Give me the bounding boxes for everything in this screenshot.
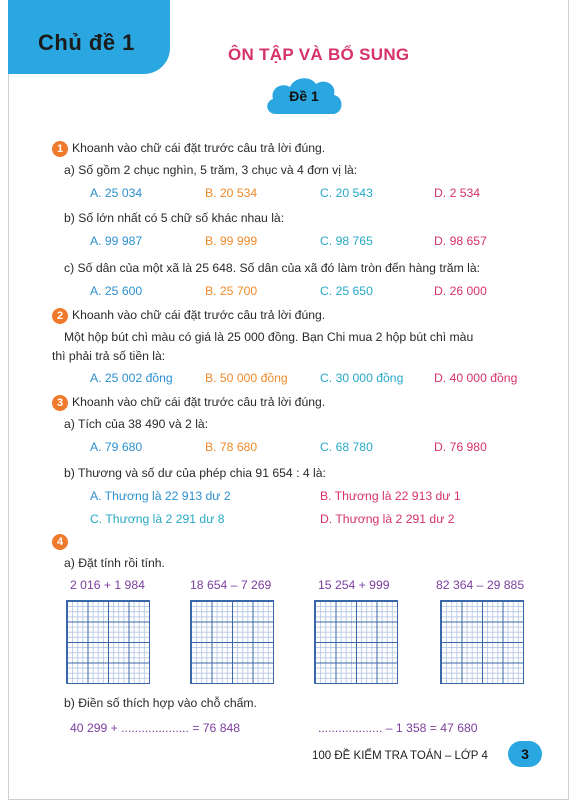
q1c-option-a[interactable]: A. 25 600 xyxy=(90,284,143,298)
q1a-option-d[interactable]: D. 2 534 xyxy=(434,186,481,200)
topic-tab xyxy=(8,0,170,74)
test-label: Đề 1 xyxy=(289,88,319,104)
work-grid-4[interactable] xyxy=(440,600,524,684)
q1c-option-d[interactable]: D. 26 000 xyxy=(434,284,487,298)
page-number: 3 xyxy=(508,741,542,767)
q2-option-d[interactable]: D. 40 000 đồng xyxy=(434,371,518,385)
q1b-option-c[interactable]: C. 98 765 xyxy=(320,234,373,248)
q4b-fill-1[interactable]: 40 299 + .................... = 76 848 xyxy=(70,721,241,735)
q1b-stem: b) Số lớn nhất có 5 chữ số khác nhau là: xyxy=(64,211,285,225)
q3b-stem: b) Thương và số dư của phép chia 91 654 : 4 là: xyxy=(64,466,326,480)
q1a-option-a[interactable]: A. 25 034 xyxy=(90,186,143,200)
q3a-option-c[interactable]: C. 68 780 xyxy=(320,440,373,454)
question-1-instruction: Khoanh vào chữ cái đặt trước câu trả lời đúng. xyxy=(72,141,326,155)
q1a-stem: a) Số gồm 2 chục nghìn, 5 trăm, 3 chục và 4 đơn vị là: xyxy=(64,163,358,177)
q2-option-a[interactable]: A. 25 002 đồng xyxy=(90,371,173,385)
q3a-option-d[interactable]: D. 76 980 xyxy=(434,440,487,454)
q1a-option-b[interactable]: B. 20 534 xyxy=(205,186,258,200)
q3a-stem: a) Tích của 38 490 và 2 là: xyxy=(64,417,209,431)
q2-text-line-2: thì phải trả số tiền là: xyxy=(52,349,166,363)
q4b-label: b) Điền số thích hợp vào chỗ chấm. xyxy=(64,696,257,710)
test-badge-cloud xyxy=(262,72,346,122)
q4-expression-3: 15 254 + 999 xyxy=(318,578,390,592)
q2-text-line-1: Một hộp bút chì màu có giá là 25 000 đồng. Bạn Chi mua 2 hộp bút chì màu xyxy=(64,330,474,344)
question-1-badge: 1 xyxy=(52,141,68,157)
question-3-badge: 3 xyxy=(52,395,68,411)
q4-expression-4: 82 364 – 29 885 xyxy=(436,578,525,592)
q1a-option-c[interactable]: C. 20 543 xyxy=(320,186,373,200)
q3b-option-b[interactable]: B. Thương là 22 913 dư 1 xyxy=(320,489,461,503)
q4-expression-2: 18 654 – 7 269 xyxy=(190,578,272,592)
q3a-option-a[interactable]: A. 79 680 xyxy=(90,440,143,454)
question-2-badge: 2 xyxy=(52,308,68,324)
q1b-option-a[interactable]: A. 99 987 xyxy=(90,234,143,248)
q1c-option-c[interactable]: C. 25 650 xyxy=(320,284,373,298)
work-grid-3[interactable] xyxy=(314,600,398,684)
q2-option-c[interactable]: C. 30 000 đồng xyxy=(320,371,404,385)
question-2-instruction: Khoanh vào chữ cái đặt trước câu trả lời đúng. xyxy=(72,308,326,322)
work-grid-1[interactable] xyxy=(66,600,150,684)
q4b-fill-2[interactable]: ................... – 1 358 = 47 680 xyxy=(318,721,478,735)
q3b-option-a[interactable]: A. Thương là 22 913 dư 2 xyxy=(90,489,231,503)
q1b-option-b[interactable]: B. 99 999 xyxy=(205,234,258,248)
q3b-option-c[interactable]: C. Thương là 2 291 dư 8 xyxy=(90,512,225,526)
q4-expression-1: 2 016 + 1 984 xyxy=(70,578,145,592)
q1c-stem: c) Số dân của một xã là 25 648. Số dân của xã đó làm tròn đến hàng trăm là: xyxy=(64,261,480,275)
q4a-label: a) Đặt tính rồi tính. xyxy=(64,556,165,570)
work-grid-2[interactable] xyxy=(190,600,274,684)
q1c-option-b[interactable]: B. 25 700 xyxy=(205,284,258,298)
q3a-option-b[interactable]: B. 78 680 xyxy=(205,440,258,454)
topic-label: Chủ đề 1 xyxy=(38,30,135,55)
question-4-badge: 4 xyxy=(52,534,68,550)
q3b-option-d[interactable]: D. Thương là 2 291 dư 2 xyxy=(320,512,455,526)
section-title: ÔN TẬP VÀ BỔ SUNG xyxy=(228,45,410,64)
q2-option-b[interactable]: B. 50 000 đồng xyxy=(205,371,288,385)
book-title: 100 ĐỀ KIỂM TRA TOÁN – LỚP 4 xyxy=(312,750,488,762)
q1b-option-d[interactable]: D. 98 657 xyxy=(434,234,487,248)
question-3-instruction: Khoanh vào chữ cái đặt trước câu trả lời đúng. xyxy=(72,395,326,409)
